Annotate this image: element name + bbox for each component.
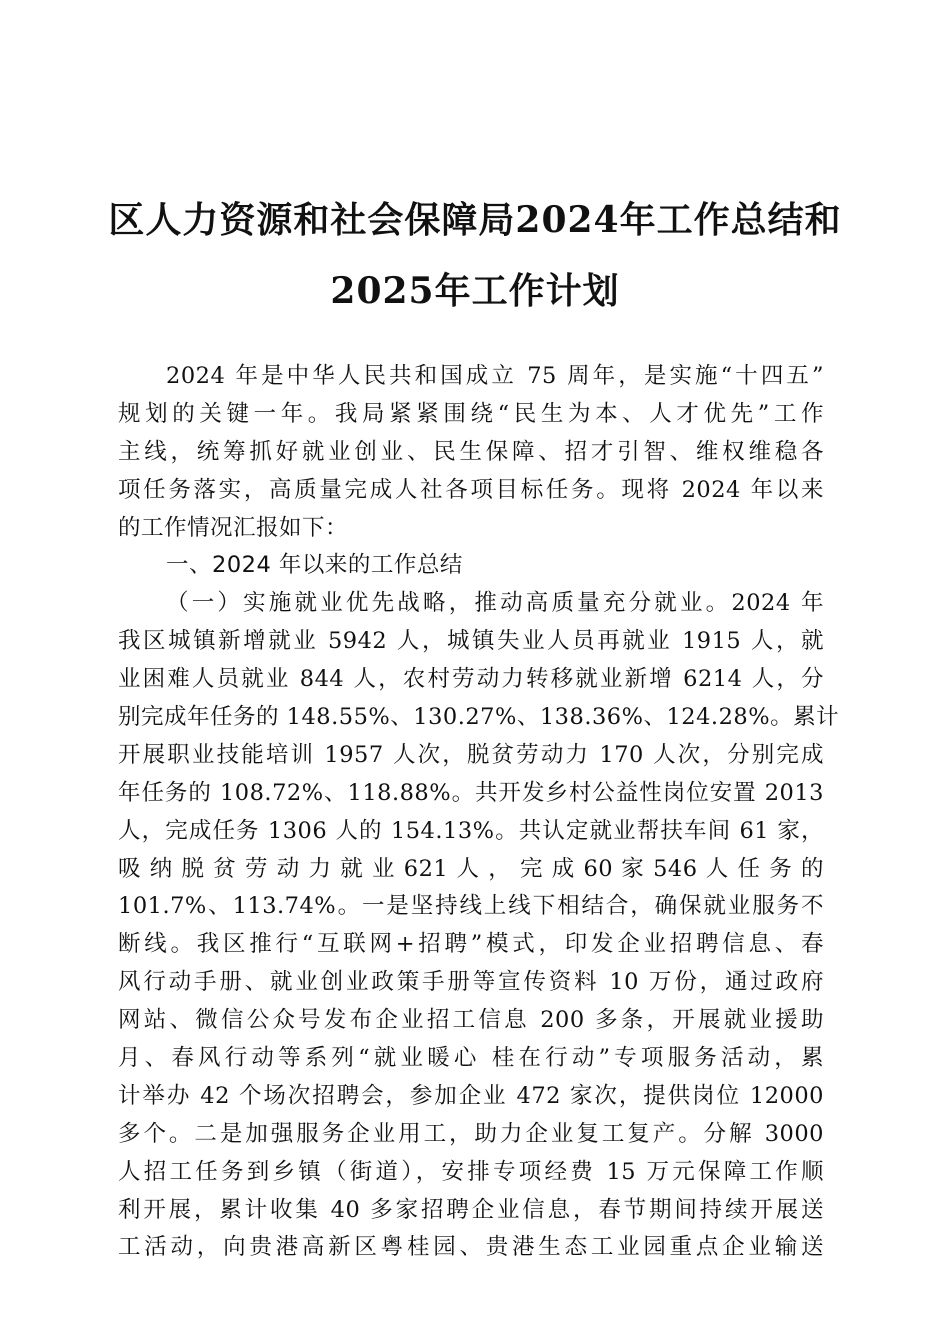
section-paragraph-line: 断线。我区推行“互联网+招聘”模式，印发企业招聘信息、春 (118, 931, 824, 958)
section-paragraph-line: 月、春风行动等系列“就业暖心 桂在行动”专项服务活动，累 (118, 1045, 824, 1072)
document-body (118, 358, 840, 1267)
section-paragraph-line: （一）实施就业优先战略，推动高质量充分就业。2024 年 (166, 590, 824, 617)
document-title-line-1: 区人力资源和社会保障局2024年工作总结和 (108, 199, 842, 241)
intro-paragraph-line: 项任务落实，高质量完成人社各项目标任务。现将 2024 年以来 (118, 476, 824, 503)
intro-paragraph-line: 主线，统筹抓好就业创业、民生保障、招才引智、维权维稳各 (118, 438, 824, 465)
intro-paragraph-line: 的工作情况汇报如下： (118, 514, 349, 541)
section-paragraph-line: 101.7%、113.74%。一是坚持线上线下相结合，确保就业服务不 (118, 893, 824, 920)
section-paragraph-line: 计举办 42 个场次招聘会，参加企业 472 家次，提供岗位 12000 (118, 1082, 824, 1109)
section-paragraph-line: 我区城镇新增就业 5942 人，城镇失业人员再就业 1915 人，就 (118, 628, 824, 655)
section-paragraph-line: 吸 纳 脱 贫 劳 动 力 就 业 621 人 ， 完 成 60 家 546 人 任 务 的 (118, 855, 824, 882)
section-paragraph-line: 工活动，向贵港高新区粤桂园、贵港生态工业园重点企业输送 (118, 1234, 824, 1261)
document-title-line-2: 2025年工作计划 (330, 270, 620, 312)
section-paragraph-line: 多个。二是加强服务企业用工，助力企业复工复产。分解 3000 (118, 1120, 824, 1147)
section-paragraph-line: 别完成年任务的 148.55%、130.27%、138.36%、124.28%。累计 (118, 704, 840, 731)
section-paragraph-line: 人，完成任务 1306 人的 154.13%。共认定就业帮扶车间 61 家， (118, 817, 824, 844)
intro-paragraph-line: 规划的关键一年。我局紧紧围绕“民生为本、人才优先”工作 (118, 400, 824, 427)
section-paragraph-line: 年任务的 108.72%、118.88%。共开发乡村公益性岗位安置 2013 (118, 779, 824, 806)
intro-paragraph-line: 2024 年是中华人民共和国成立 75 周年，是实施“十四五” (166, 363, 824, 389)
section-paragraph-line: 网站、微信公众号发布企业招工信息 200 多条，开展就业援助 (118, 1007, 824, 1034)
section-paragraph-line: 风行动手册、就业创业政策手册等宣传资料 10 万份，通过政府 (118, 969, 824, 996)
section-paragraph-line: 业困难人员就业 844 人，农村劳动力转移就业新增 6214 人，分 (118, 666, 824, 693)
section-paragraph-line: 人招工任务到乡镇（街道），安排专项经费 15 万元保障工作顺 (118, 1158, 824, 1185)
section-paragraph-line: 开展职业技能培训 1957 人次，脱贫劳动力 170 人次，分别完成 (118, 741, 824, 768)
section-paragraph-line: 利开展，累计收集 40 多家招聘企业信息，春节期间持续开展送 (118, 1196, 824, 1223)
section-heading: 一、2024 年以来的工作总结 (166, 552, 463, 579)
